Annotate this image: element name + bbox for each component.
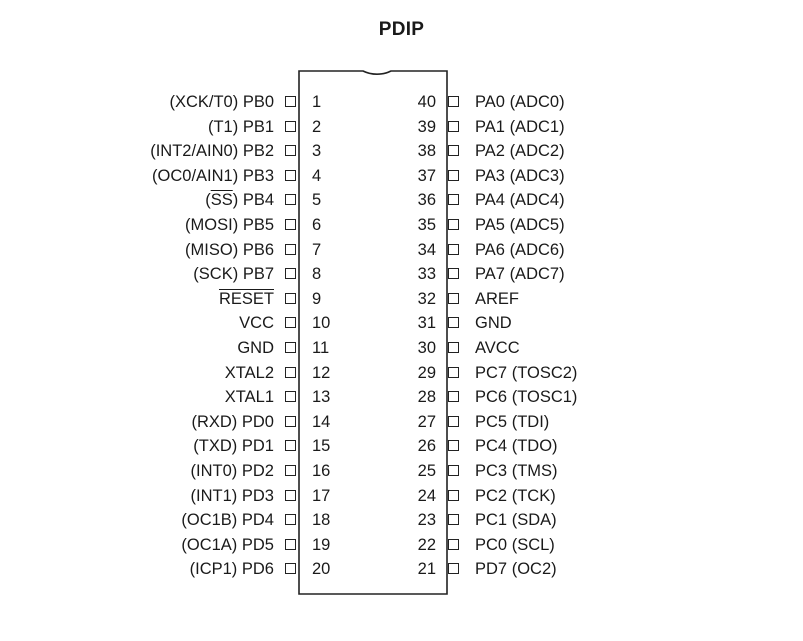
pin-name: PB2 [242, 142, 274, 161]
right-pin-label [475, 262, 795, 286]
pin-name: PA2 [475, 142, 505, 161]
pin-number: 23 [417, 511, 436, 530]
pin-alt-function: (OC2) [511, 560, 557, 579]
pin-square [448, 145, 459, 156]
pin-square [448, 268, 459, 279]
pin-alt-function: (INT2/AIN0) [150, 142, 239, 161]
pin-square [285, 391, 296, 402]
pin-square [285, 514, 296, 525]
right-pin-label [475, 336, 795, 360]
pin-alt-function: (INT0) [190, 462, 238, 480]
pin-name: PC7 [475, 363, 508, 382]
pin-square [285, 244, 296, 255]
pin-alt-function: (TOSC2) [511, 363, 578, 382]
pin-alt-function: (SDA) [511, 511, 557, 530]
pin-alt-function: (XCK/T0) [169, 93, 239, 111]
pin-square [285, 539, 296, 550]
pin-number: 33 [417, 265, 436, 284]
left-pin-label [0, 188, 274, 212]
pin-name: PC0 [475, 535, 508, 554]
pin-square [448, 465, 459, 476]
pin-number: 26 [417, 437, 436, 456]
right-pin-label [475, 410, 795, 434]
pin-name: PB5 [242, 216, 274, 234]
left-pin-label [0, 238, 274, 262]
right-pin-label [475, 434, 795, 458]
pin-alt-function: (MISO) [185, 240, 239, 259]
pin-number: 14 [312, 412, 331, 431]
pin-name: XTAL1 [224, 388, 274, 407]
pin-alt-function: (TOSC1) [511, 388, 578, 407]
pin-square [448, 170, 459, 181]
right-pin-label [475, 188, 795, 212]
pin-square [285, 440, 296, 451]
pin-name: PA4 [475, 191, 505, 210]
pin-number: 27 [417, 412, 436, 431]
pin-number: 34 [417, 240, 436, 259]
right-pin-label [475, 557, 795, 581]
pin-name: PD7 [475, 560, 508, 579]
pin-alt-function: (TDI) [511, 412, 550, 431]
pin-alt-function-close: ) [232, 191, 239, 210]
right-pin-label [475, 90, 795, 114]
pin-number: 31 [417, 314, 436, 333]
pin-number: 25 [417, 462, 436, 480]
pin-number: 8 [312, 265, 322, 284]
right-pin-label [475, 459, 795, 483]
pin-number: 17 [312, 486, 331, 505]
pin-square [285, 145, 296, 156]
left-pin-label [0, 508, 274, 532]
pin-square [448, 416, 459, 427]
pin-number: 24 [417, 486, 436, 505]
left-pin-label [0, 287, 274, 311]
pin-number: 22 [417, 535, 436, 554]
pin-name: PA0 [475, 93, 505, 111]
pin-square [448, 514, 459, 525]
pin-number: 5 [312, 191, 322, 210]
pin-alt-function: ( [205, 191, 211, 210]
pin-number: 29 [417, 363, 436, 382]
pin-alt-function: (TCK) [511, 486, 556, 505]
pin-square [448, 367, 459, 378]
pin-square [448, 563, 459, 574]
pin-number: 9 [312, 289, 322, 308]
pin-square [448, 539, 459, 550]
pin-alt-function: (ADC7) [509, 265, 565, 284]
pin-name: PB7 [242, 265, 274, 284]
pin-name: PD2 [241, 462, 274, 480]
pin-name: PC6 [475, 388, 508, 407]
pin-square [285, 96, 296, 107]
pin-number: 39 [417, 117, 436, 136]
pin-number: 10 [312, 314, 331, 333]
pin-number: 40 [417, 93, 436, 111]
pin-name: PA7 [475, 265, 505, 284]
pin-name: PC2 [475, 486, 508, 505]
right-pin-label [475, 361, 795, 385]
pin-name: PD4 [241, 511, 274, 530]
pin-number: 12 [312, 363, 331, 382]
pin-alt-function: (TDO) [511, 437, 558, 456]
pin-alt-function: (OC0/AIN1) [152, 166, 239, 185]
pin-number: 30 [417, 339, 436, 357]
left-pin-label [0, 336, 274, 360]
pin-square [448, 342, 459, 353]
pin-name: PB3 [242, 166, 274, 185]
pin-square [285, 416, 296, 427]
left-pin-label [0, 434, 274, 458]
pin-overline-name: RESET [218, 289, 274, 308]
pin-alt-function: (TXD) [193, 437, 238, 456]
pin-square [448, 317, 459, 328]
pin-alt-function: (SCK) [193, 265, 239, 284]
pin-name: AREF [475, 289, 520, 308]
left-pin-label [0, 262, 274, 286]
pin-alt-function: (MOSI) [185, 216, 239, 234]
pin-alt-function: (ADC2) [509, 142, 565, 161]
left-pin-label [0, 533, 274, 557]
right-pin-label [475, 238, 795, 262]
pin-number: 18 [312, 511, 331, 530]
pin-square [285, 342, 296, 353]
pin-number: 35 [417, 216, 436, 234]
pin-number: 16 [312, 462, 331, 480]
pin-number: 21 [417, 560, 436, 579]
pin-alt-function: (OC1A) [181, 535, 238, 554]
right-pin-label [475, 287, 795, 311]
pin-number: 19 [312, 535, 331, 554]
right-pin-label [475, 311, 795, 335]
right-pin-label [475, 115, 795, 139]
pin-name: GND [237, 339, 274, 357]
pin-name: PD1 [241, 437, 274, 456]
pin-square [285, 317, 296, 328]
pin-number: 4 [312, 166, 322, 185]
pin-number: 1 [312, 93, 322, 111]
left-pin-label [0, 90, 274, 114]
pin-name: XTAL2 [224, 363, 274, 382]
left-pin-label [0, 361, 274, 385]
pin-number: 3 [312, 142, 322, 161]
right-pin-label [475, 508, 795, 532]
pin-overline-name: $\overline{SS}$ [210, 191, 233, 210]
pin-alt-function: (ADC6) [509, 240, 565, 259]
pin-square [285, 490, 296, 501]
right-pin-label [475, 139, 795, 163]
pin-number: 2 [312, 117, 322, 136]
pin-number: 20 [312, 560, 331, 579]
pin-square [448, 293, 459, 304]
pin-square [448, 219, 459, 230]
pin-square [285, 121, 296, 132]
pin-name: PC1 [475, 511, 508, 530]
pin-name: VCC [239, 314, 274, 333]
pin-square [448, 490, 459, 501]
pin-name: PB0 [242, 93, 274, 111]
left-pin-label [0, 484, 274, 508]
pin-number: 32 [417, 289, 436, 308]
pin-square [448, 121, 459, 132]
pin-name: PA3 [475, 166, 505, 185]
pin-number: 15 [312, 437, 331, 456]
pin-square [285, 367, 296, 378]
pin-alt-function: (ICP1) [189, 560, 238, 579]
pin-square [285, 194, 296, 205]
pin-alt-function: (OC1B) [181, 511, 238, 530]
pin-alt-function: (ADC5) [509, 216, 565, 234]
pin-square [448, 391, 459, 402]
pin-alt-function: (TMS) [511, 462, 558, 480]
left-pin-label [0, 311, 274, 335]
pin-name: PA5 [475, 216, 505, 234]
pin-square [285, 268, 296, 279]
right-pin-label [475, 533, 795, 557]
pin-name: PB1 [242, 117, 274, 136]
pin-name: AVCC [475, 339, 520, 357]
pin-name: PA1 [475, 117, 505, 136]
left-pin-label [0, 139, 274, 163]
pin-alt-function: (RXD) [191, 412, 238, 431]
left-pin-label [0, 557, 274, 581]
pin-name: PD6 [241, 560, 274, 579]
pin-name: PD0 [241, 412, 274, 431]
pin-number: 37 [417, 166, 436, 185]
pin-square [285, 293, 296, 304]
pin-number: 13 [312, 388, 331, 407]
right-pin-label [475, 484, 795, 508]
pin-number: 11 [312, 339, 330, 357]
package-title: PDIP [378, 19, 425, 40]
pin-name: PC3 [475, 462, 508, 480]
right-pin-label [475, 164, 795, 188]
pin-square [285, 465, 296, 476]
pin-name: PD5 [241, 535, 274, 554]
pin-number: 38 [417, 142, 436, 161]
pin-name: PA6 [475, 240, 505, 259]
pin-alt-function: (ADC1) [509, 117, 565, 136]
right-pin-label [475, 213, 795, 237]
pin-name: PC5 [475, 412, 508, 431]
pin-square [285, 563, 296, 574]
pin-alt-function: (INT1) [190, 486, 238, 505]
left-pin-label [0, 213, 274, 237]
pin-square [448, 194, 459, 205]
left-pin-label [0, 164, 274, 188]
pin-square [448, 96, 459, 107]
pin-alt-function: (ADC4) [509, 191, 565, 210]
pin-alt-function: (SCL) [511, 535, 555, 554]
pin-number: 36 [417, 191, 436, 210]
pin-square [448, 440, 459, 451]
pin-number: 28 [417, 388, 436, 407]
right-pin-label [475, 385, 795, 409]
pin-square [285, 219, 296, 230]
pin-name: PB6 [242, 240, 274, 259]
left-pin-label [0, 385, 274, 409]
pin-name: PD3 [241, 486, 274, 505]
pin-square [285, 170, 296, 181]
left-pin-label [0, 459, 274, 483]
pin-name: GND [475, 314, 512, 333]
pin-number: 6 [312, 216, 322, 234]
pin-alt-function: (T1) [207, 117, 239, 136]
pin-name: PB4 [242, 191, 274, 210]
pin-number: 7 [312, 240, 322, 259]
pin-name: PC4 [475, 437, 508, 456]
left-pin-label [0, 410, 274, 434]
pin-alt-function: (ADC3) [509, 166, 565, 185]
pin-square [448, 244, 459, 255]
left-pin-label [0, 115, 274, 139]
pin-alt-function: (ADC0) [509, 93, 565, 111]
